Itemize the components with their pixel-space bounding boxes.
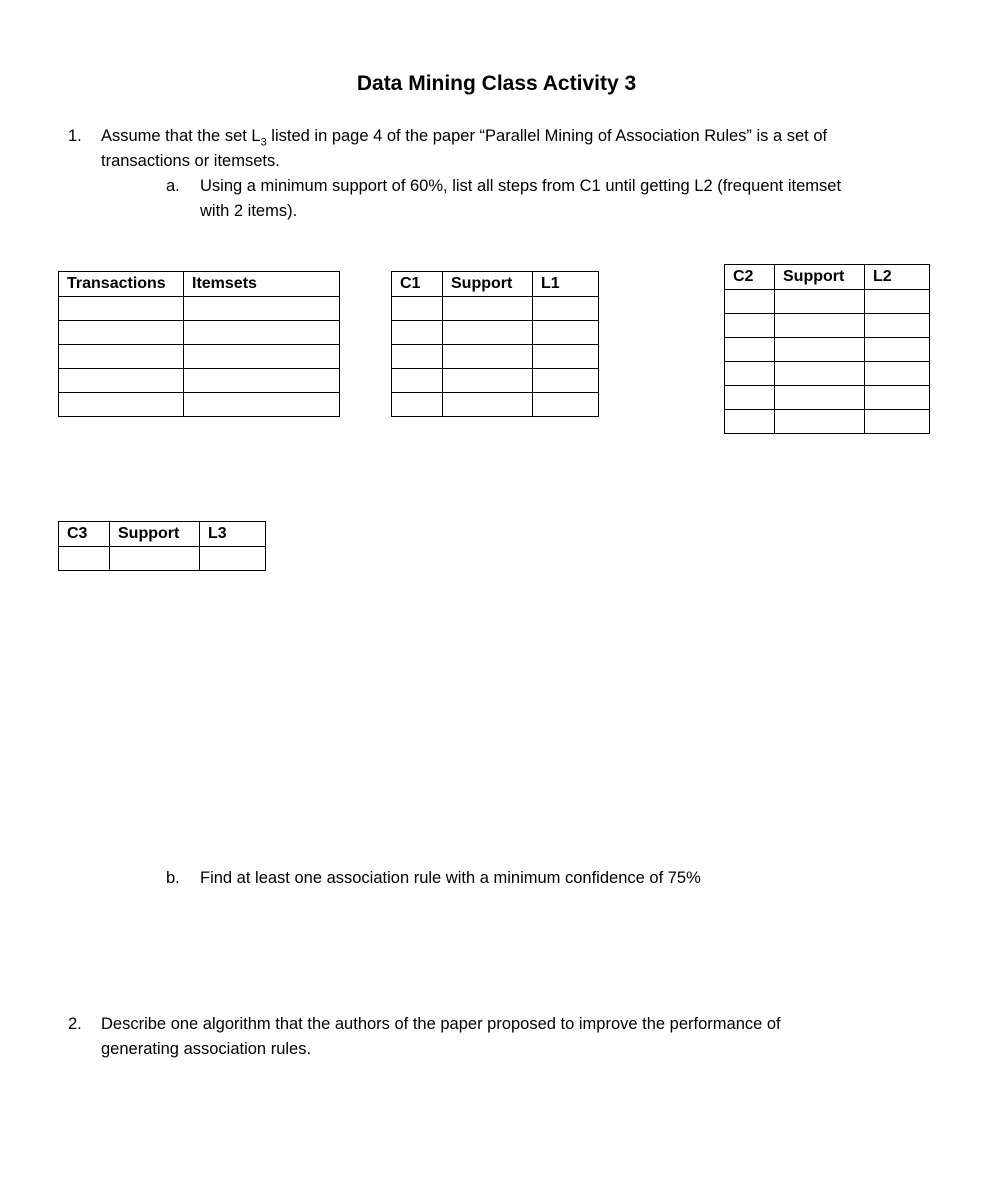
question-1a bbox=[0, 174, 993, 224]
table-header-row bbox=[725, 265, 930, 290]
question-2-line2: generating association rules. bbox=[101, 1040, 312, 1058]
table-row bbox=[725, 290, 930, 314]
table-cell[interactable] bbox=[392, 297, 443, 321]
table-cell[interactable] bbox=[59, 297, 184, 321]
table-cell[interactable] bbox=[725, 386, 775, 410]
table-row bbox=[392, 321, 599, 345]
table-row bbox=[59, 547, 266, 571]
table-cell[interactable] bbox=[184, 321, 340, 345]
question-1b-letter: b. bbox=[166, 869, 180, 887]
table-cell[interactable] bbox=[775, 290, 865, 314]
table-cell[interactable] bbox=[725, 338, 775, 362]
table-cell[interactable] bbox=[443, 321, 533, 345]
table-row bbox=[59, 369, 340, 393]
table-cell[interactable] bbox=[775, 386, 865, 410]
question-2-line1: Describe one algorithm that the authors of the paper proposed to improve the performance of bbox=[101, 1015, 781, 1033]
question-1-subscript: 3 bbox=[260, 136, 267, 149]
table-cell[interactable] bbox=[443, 345, 533, 369]
table-cell[interactable] bbox=[392, 393, 443, 417]
table-row bbox=[725, 386, 930, 410]
table-cell[interactable] bbox=[184, 345, 340, 369]
table-cell[interactable] bbox=[200, 547, 266, 571]
table-cell[interactable] bbox=[865, 290, 930, 314]
table-cell[interactable] bbox=[775, 410, 865, 434]
table-row bbox=[59, 297, 340, 321]
column-header-support: Support bbox=[775, 265, 865, 290]
table-cell[interactable] bbox=[184, 369, 340, 393]
column-header-l2: L2 bbox=[865, 265, 930, 290]
question-1-text-line2: transactions or itemsets. bbox=[101, 152, 280, 170]
table-cell[interactable] bbox=[392, 321, 443, 345]
table-row bbox=[725, 362, 930, 386]
column-header-support: Support bbox=[110, 522, 200, 547]
table-row bbox=[392, 369, 599, 393]
table-cell[interactable] bbox=[865, 314, 930, 338]
table-cell[interactable] bbox=[775, 338, 865, 362]
question-1b-text: Find at least one association rule with a minimum confidence of 75% bbox=[200, 869, 701, 887]
question-1-number: 1. bbox=[68, 127, 82, 145]
column-header-c3: C3 bbox=[59, 522, 110, 547]
table-cell[interactable] bbox=[59, 547, 110, 571]
table-cell[interactable] bbox=[865, 362, 930, 386]
table-cell[interactable] bbox=[59, 393, 184, 417]
table-cell[interactable] bbox=[725, 362, 775, 386]
table-cell[interactable] bbox=[533, 297, 599, 321]
table-row bbox=[725, 314, 930, 338]
table-cell[interactable] bbox=[725, 410, 775, 434]
c3-table bbox=[58, 521, 266, 571]
question-2-number: 2. bbox=[68, 1015, 82, 1033]
column-header-support: Support bbox=[443, 272, 533, 297]
table-row bbox=[392, 297, 599, 321]
table-cell[interactable] bbox=[59, 345, 184, 369]
table-cell[interactable] bbox=[392, 345, 443, 369]
question-2 bbox=[0, 1012, 993, 1062]
table-header-row bbox=[59, 522, 266, 547]
table-cell[interactable] bbox=[865, 338, 930, 362]
table-cell[interactable] bbox=[865, 386, 930, 410]
table-cell[interactable] bbox=[725, 314, 775, 338]
table-header-row bbox=[392, 272, 599, 297]
column-header-c1: C1 bbox=[392, 272, 443, 297]
question-1 bbox=[0, 124, 993, 174]
table-row bbox=[392, 345, 599, 369]
question-1a-line2: with 2 items). bbox=[200, 202, 298, 220]
table-cell[interactable] bbox=[533, 393, 599, 417]
question-1-text-pre: Assume that the set L bbox=[101, 127, 261, 145]
table-cell[interactable] bbox=[443, 393, 533, 417]
table-cell[interactable] bbox=[59, 321, 184, 345]
table-cell[interactable] bbox=[533, 369, 599, 393]
column-header-l1: L1 bbox=[533, 272, 599, 297]
page-title: Data Mining Class Activity 3 bbox=[356, 72, 637, 95]
column-header-transactions: Transactions bbox=[59, 272, 184, 297]
c2-table bbox=[724, 264, 930, 434]
column-header-l3: L3 bbox=[200, 522, 266, 547]
question-1b bbox=[0, 866, 993, 891]
table-cell[interactable] bbox=[443, 369, 533, 393]
table-row bbox=[59, 321, 340, 345]
table-row bbox=[59, 345, 340, 369]
table-row bbox=[725, 410, 930, 434]
column-header-c2: C2 bbox=[725, 265, 775, 290]
table-cell[interactable] bbox=[533, 345, 599, 369]
table-cell[interactable] bbox=[184, 297, 340, 321]
c1-table bbox=[391, 271, 599, 417]
table-cell[interactable] bbox=[775, 362, 865, 386]
question-1a-letter: a. bbox=[166, 177, 180, 195]
table-cell[interactable] bbox=[443, 297, 533, 321]
table-cell[interactable] bbox=[533, 321, 599, 345]
table-row bbox=[59, 393, 340, 417]
table-header-row bbox=[59, 272, 340, 297]
column-header-itemsets: Itemsets bbox=[184, 272, 340, 297]
table-cell[interactable] bbox=[392, 369, 443, 393]
table-cell[interactable] bbox=[59, 369, 184, 393]
question-1-text-post: listed in page 4 of the paper “Parallel Mining of Association Rules” is a set of bbox=[266, 127, 828, 145]
table-row bbox=[392, 393, 599, 417]
table-cell[interactable] bbox=[865, 410, 930, 434]
table-cell[interactable] bbox=[184, 393, 340, 417]
table-cell[interactable] bbox=[110, 547, 200, 571]
table-row bbox=[725, 338, 930, 362]
table-cell[interactable] bbox=[725, 290, 775, 314]
question-1a-line1: Using a minimum support of 60%, list all steps from C1 until getting L2 (frequent itemset bbox=[200, 177, 842, 195]
transactions-table bbox=[58, 271, 340, 417]
table-cell[interactable] bbox=[775, 314, 865, 338]
